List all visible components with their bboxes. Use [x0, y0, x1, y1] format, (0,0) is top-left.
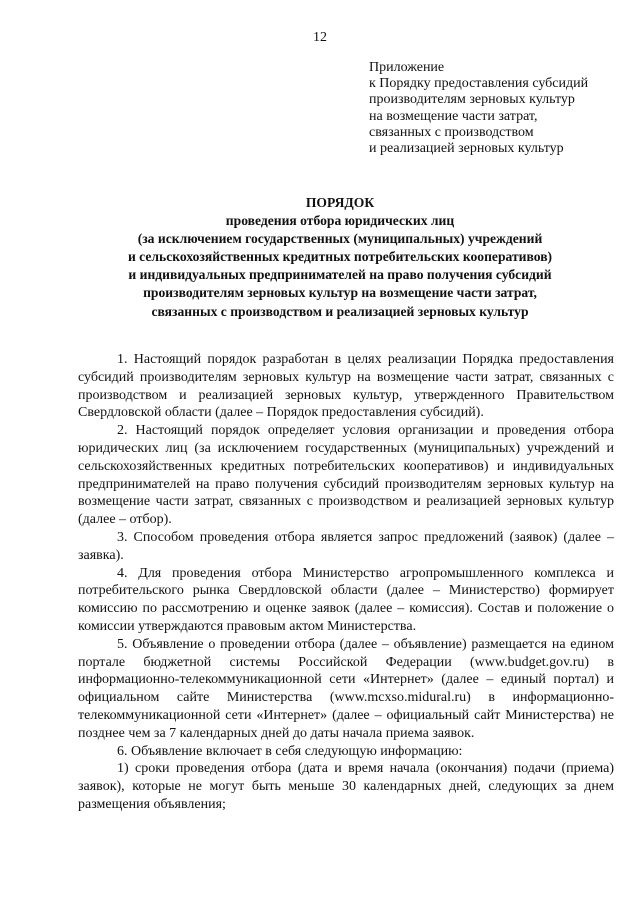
title-line: и индивидуальных предпринимателей на право получения субсидий [128, 267, 552, 283]
appendix-line: к Порядку предоставления субсидий [369, 76, 589, 92]
paragraph-3: 3. Способом проведения отбора является запрос предложений (заявок) (далее – заявка). [78, 529, 614, 563]
paragraph-4: 4. Для проведения отбора Министерство агропромышленного комплекса и потребительского рынка Свердловской области (далее – Министерство) формирует комиссию по рассмотрению и оценке заявок (далее – комиссия). Состав и положение о комиссии утверждаются правовым актом Министерства. [78, 565, 614, 634]
document-title [60, 194, 620, 321]
title-line: производителям зерновых культур на возмещение части затрат, [143, 285, 537, 301]
title-line: проведения отбора юридических лиц [225, 213, 455, 229]
paragraph-2: 2. Настоящий порядок определяет условия организации и проведения отбора юридических лиц (за исключением государственных (муниципальных) учреждений и сельскохозяйственных кредитных потребительских кооперативов) и индивидуальных предпринимателей на право получения субсидий производителям зерновых культур на возмещение части затрат, связанных с производством и реализацией зерновых культур (далее – отбор). [78, 423, 614, 528]
title-line: (за исключением государственных (муниципальных) учреждений [137, 231, 543, 247]
appendix-header [369, 60, 619, 157]
title-heading: ПОРЯДОК [305, 195, 375, 210]
paragraph-6: 6. Объявление включает в себя следующую информацию: [117, 743, 463, 759]
title-line: и сельскохозяйственных кредитных потребительских кооперативов) [127, 249, 553, 265]
document-body [78, 351, 614, 814]
paragraph-5: 5. Объявление о проведении отбора (далее – объявление) размещается на едином портале бюджетной системы Российской Федерации (www.budget.gov.ru) в информационно-телекоммуникационной сети «Интернет» (далее – единый портал) и официальном сайте Министерства (www.mcxso.midural.ru) в информационно-телекоммуникационной сети «Интернет» (далее – официальный сайт Министерства) не позднее чем за 7 календарных дней до даты начала приема заявок. [78, 636, 614, 741]
title-line: связанных с производством и реализацией зерновых культур [151, 303, 529, 319]
appendix-line: и реализацией зерновых культур [369, 141, 564, 157]
appendix-line: производителям зерновых культур [369, 92, 575, 108]
appendix-line: на возмещение части затрат, [369, 108, 538, 124]
appendix-line: связанных с производством [369, 124, 534, 140]
paragraph-1: 1. Настоящий порядок разработан в целях реализации Порядка предоставления субсидий производителям зерновых культур на возмещение части затрат, связанных с производством и реализацией зерновых культур, утвержденного Правительством Свердловской области (далее – Порядок предоставления субсидий). [78, 352, 614, 421]
paragraph-6-item-1: 1) сроки проведения отбора (дата и время начала (окончания) подачи (приема) заявок), которые не могут быть меньше 30 календарных дней, следующих за днем размещения объявления; [78, 761, 614, 812]
page-number: 12 [313, 30, 327, 45]
appendix-line: Приложение [369, 60, 445, 75]
